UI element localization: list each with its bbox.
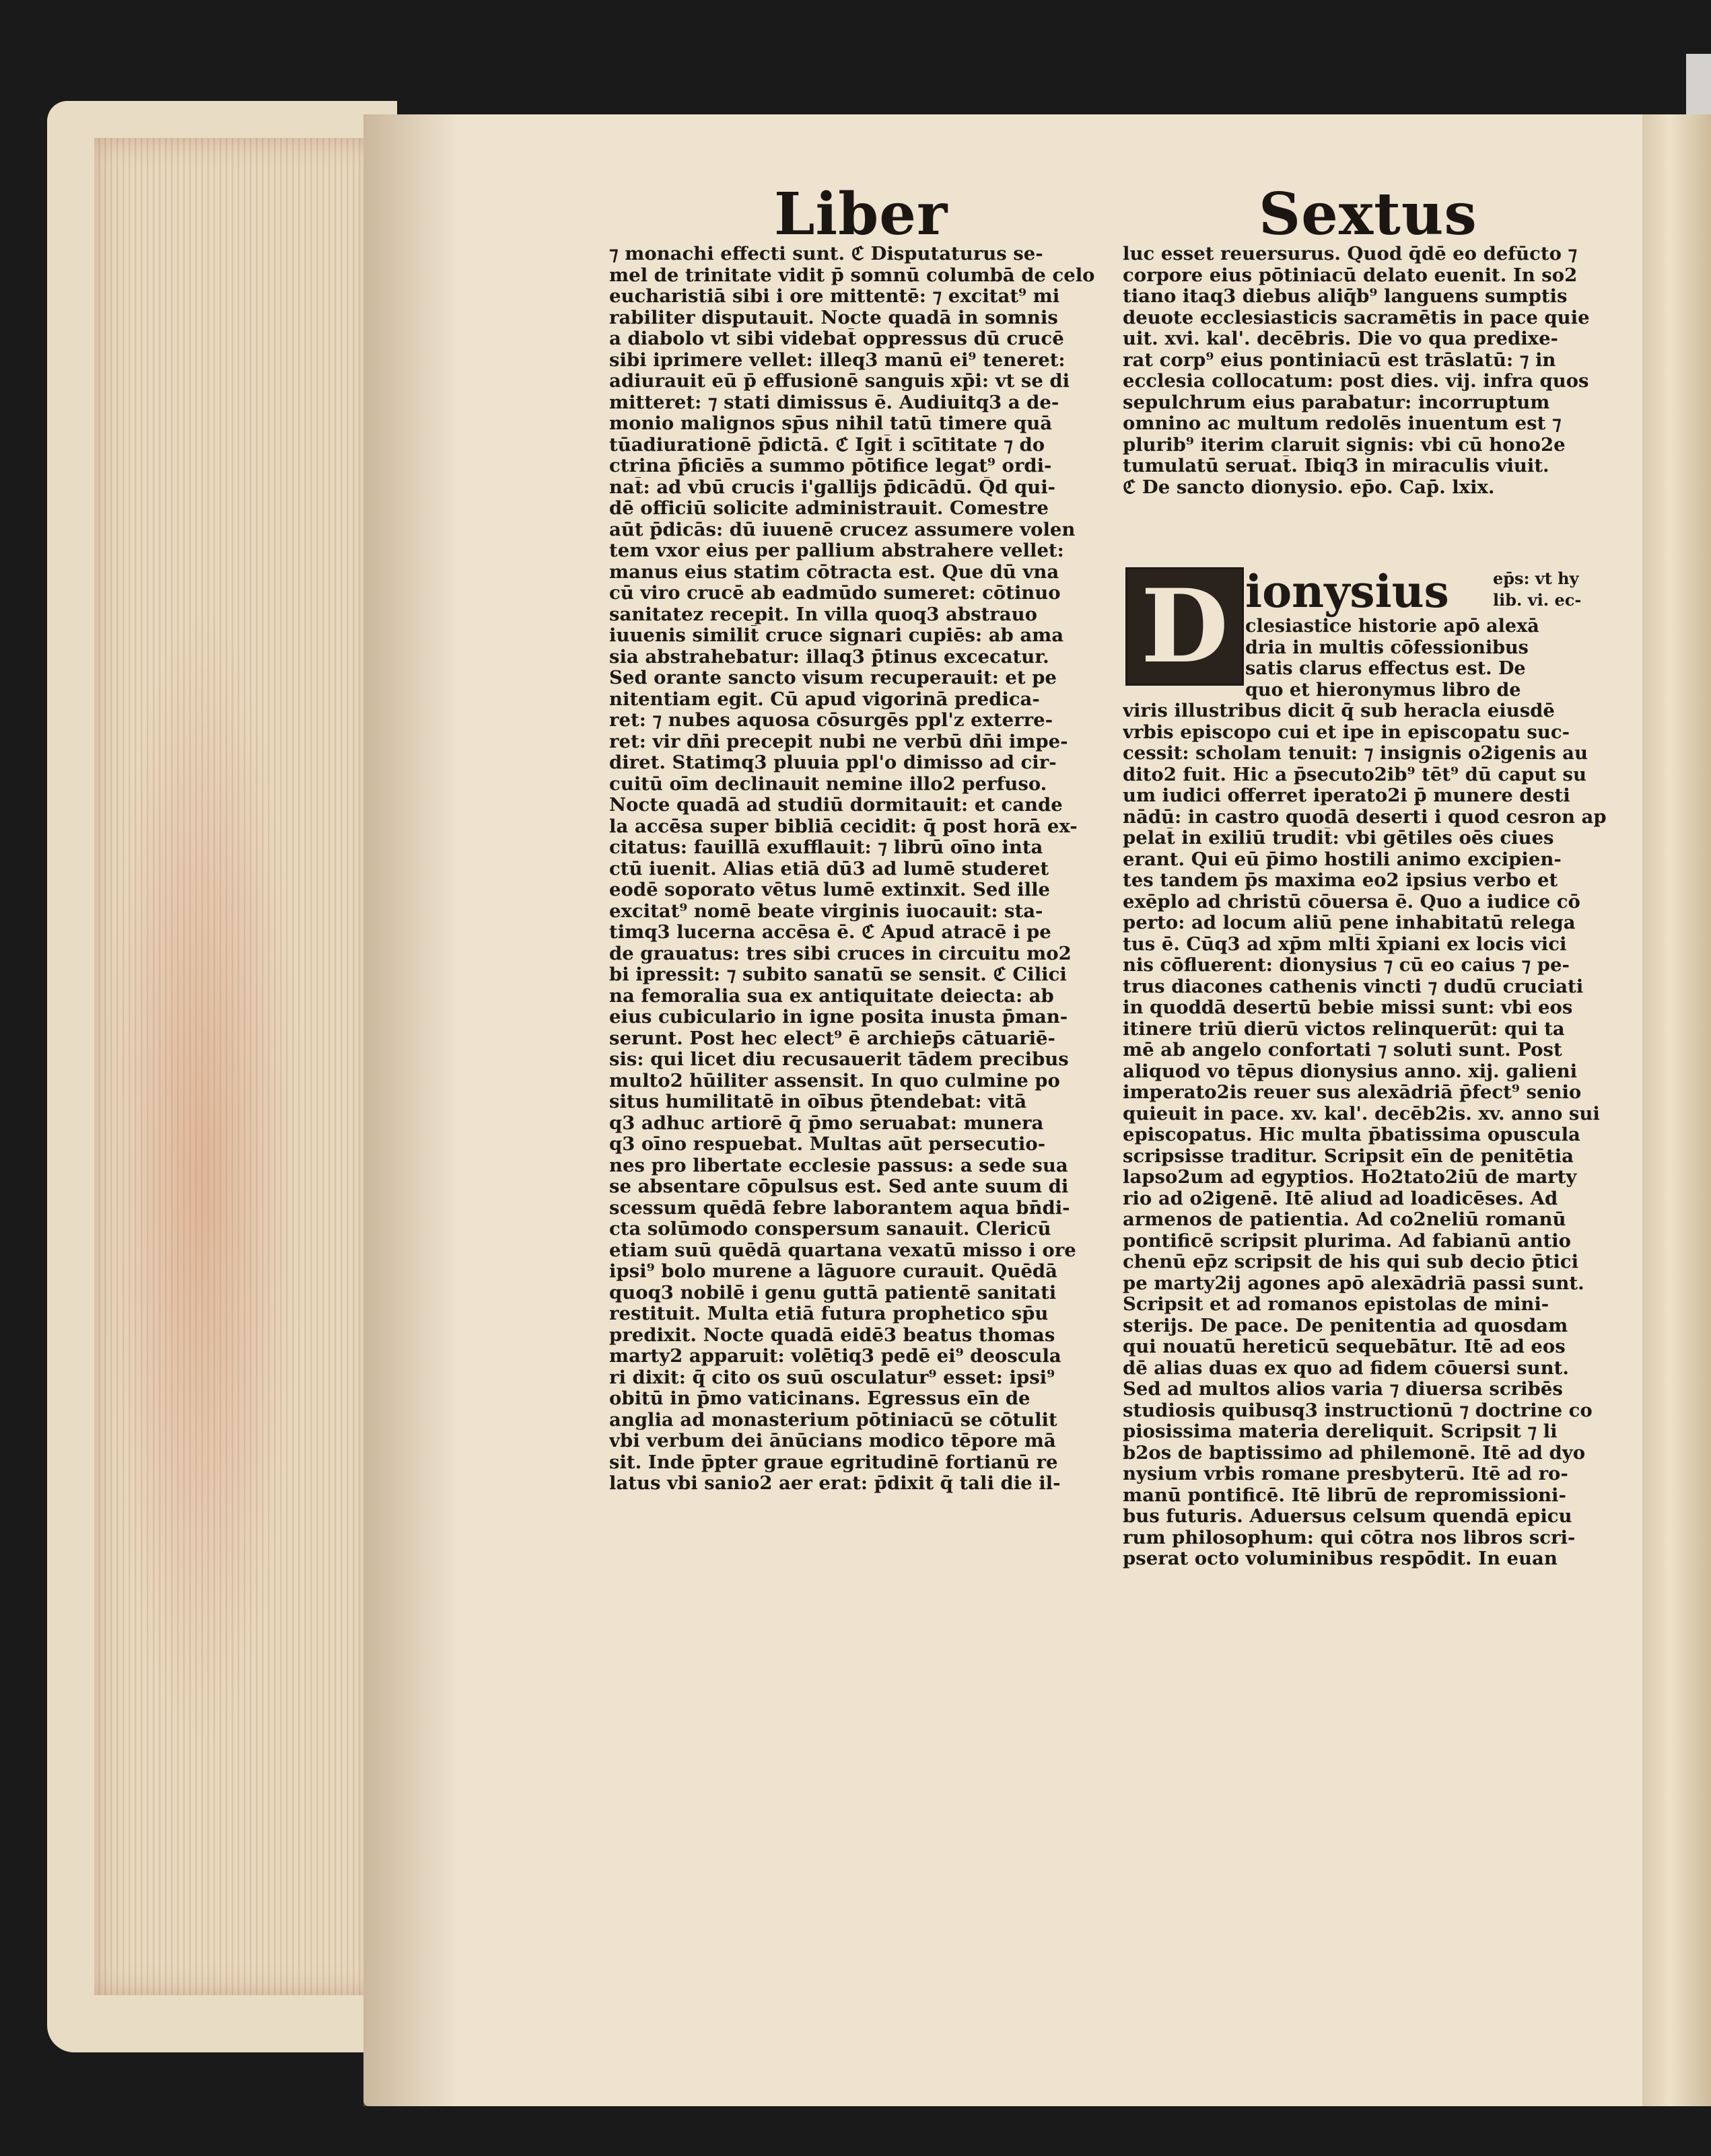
text-line: nitentiam egit. Cū apud vigorinā predica- [609, 688, 1040, 710]
text-line: tumulatū seruat̄. Ibiq3 in miraculis viuit. [1123, 456, 1549, 476]
text-line: eodē soporato vētus lumē extinxit. Sed ille [609, 879, 1051, 900]
text-line: Scripsit et ad romanos epistolas de mini- [1123, 1294, 1549, 1315]
text-line: piosissima materia dereliquit. Scripsit ⁊ li [1123, 1421, 1558, 1442]
text-line: aliquod vo tēpus dionysius anno. xij. galieni [1123, 1061, 1578, 1082]
page-gutter-shadow [363, 114, 458, 2106]
text-line: manus eius statim cōtracta est. Que dū vna [609, 561, 1059, 583]
text-line: uit. xvi. kal'. decēbris. Die vo qua predixe- [1123, 328, 1558, 349]
running-head-right: Sextus [1259, 180, 1477, 248]
text-line: ri dixit: q̄ cito os suū osculatur⁹ esset: ipsi⁹ [609, 1367, 1055, 1388]
text-line: iuuenis similit̄ cruce signari cupiēs: ab ama [609, 625, 1064, 646]
text-line: sanitatez recepit. In villa quoq3 abstrauo [609, 604, 1037, 625]
text-line: b2os de baptissimo ad philemonē. Itē ad dyo [1123, 1442, 1586, 1464]
text-line: imperato2is reuer sus alexādriā p̄fect⁹ senio [1123, 1082, 1582, 1103]
text-line: scripsisse traditur. Scripsit eīn de penitētia [1123, 1145, 1574, 1167]
initial-letter: D [1140, 567, 1229, 686]
text-line: obitū in p̄mo vaticinans. Egressus eīn de [609, 1388, 1031, 1409]
facing-page-edge [1642, 114, 1711, 2106]
text-line: nis cōfluerent: dionysius ⁊ cū eo caius ⁊ pe- [1123, 955, 1570, 976]
text-line: eucharistiā sibi i ore mittentē: ⁊ excitat⁹ mi [609, 286, 1060, 307]
text-line: vrbis episcopo cui et ipe in episcopatu suc- [1123, 721, 1570, 743]
text-line: rabiliter disputauit. Nocte quadā in somnis [609, 307, 1058, 328]
text-line: dē officiū solicite administrauit. Comestre [609, 498, 1049, 519]
text-line: la accēsa super bibliā cecidit: q̄ post horā ex- [609, 816, 1078, 837]
text-line: qui nouatū hereticū sequebātur. Itē ad eos [1123, 1336, 1566, 1357]
text-line: rio ad o2igenē. Itē aliud ad loadicēses. Ad [1123, 1188, 1558, 1209]
initial-side-line: lib. vi. ec- [1493, 589, 1582, 610]
text-line: aūt p̄dicās: dū iuuenē crucez assumere volen [609, 519, 1076, 540]
text-line: rat corp⁹ eius pontiniacū est trāslatū: ⁊ in [1123, 349, 1556, 371]
text-line: tus ē. Cūq3 ad xp̄m mlt̄i x̄piani ex locis vici [1123, 933, 1567, 955]
text-line: mel de trinitate vidit p̄ somnū columbā de celo [609, 264, 1095, 286]
text-line: um iudici offerret iperato2i p̄ munere desti [1123, 785, 1570, 806]
text-line: nādū: in castro quodā deserti i quod cesron ap [1123, 806, 1607, 828]
text-line: restituit. Multa etiā futura prophetico sp̄u [609, 1303, 1049, 1324]
text-line: plurib⁹ iterim claruit signis: vbi cū hono2e [1123, 434, 1566, 456]
text-line: satis clarus effectus est. De [1245, 658, 1526, 679]
text-line: cessit: scholam tenuit: ⁊ insignis o2igenis au [1123, 743, 1588, 764]
text-line: situs humilitatē in oībus p̄tendebat: vitā [609, 1091, 1027, 1112]
text-line: Nocte quadā ad studiū dormitauit: et cande [609, 795, 1063, 816]
text-line: sterijs. De pace. De penitentia ad quosdam [1123, 1315, 1568, 1336]
text-line: ipsi⁹ bolo murene a lāguore curauit. Quēdā [609, 1261, 1057, 1282]
text-line: in quoddā desertū bebie missi sunt: vbi eos [1123, 997, 1573, 1018]
text-line: chenū ep̄z scripsit de his qui sub decio p̄tici [1123, 1252, 1579, 1272]
text-line: citatus: fauillā exufflauit: ⁊ librū oīno inta [609, 837, 1043, 858]
scan-corner-tag [1686, 54, 1711, 114]
left-text-column [609, 244, 1121, 1495]
right-text-column-bottom [1123, 700, 1621, 1570]
text-line: de grauatus: tres sibi cruces in circuitu mo2 [609, 943, 1072, 964]
text-line: eius cubiculario in igne posita inusta p̄man- [609, 1007, 1068, 1028]
text-line: sepulchrum eius parabatur: incorruptum [1123, 392, 1550, 413]
text-line: ctrina p̄ficiēs a summo pōtifice legat⁹ ordi- [609, 456, 1052, 476]
text-line: omnino ac multum redolēs inuentum est ⁊ [1123, 413, 1562, 434]
text-line: tes tandem p̄s maxima eo2 ipsius verbo et [1123, 870, 1558, 891]
text-line: erant. Qui eū p̄imo hostili animo excipien- [1123, 849, 1562, 870]
text-line: timq3 lucerna accēsa ē. ℭ Apud atracē i pe [609, 922, 1051, 943]
text-line: diret. Statimq3 pluuia ppl'o dimisso ad cir- [609, 752, 1057, 773]
text-line: etiam suū quēdā quartana vexatū misso i ore [609, 1239, 1076, 1261]
text-line: anglia ad monasterium pōtiniacū se cōtulit [609, 1409, 1057, 1431]
text-line: na femoralia sua ex antiquitate deiecta: ab [609, 985, 1054, 1007]
text-line: dria in multis cōfessionibus [1245, 637, 1529, 658]
initial-side-line: ep̄s: vt hy [1493, 569, 1579, 588]
text-line: scessum quēdā febre laborantem aqua bn̄di- [609, 1197, 1070, 1219]
text-line: ecclesia collocatum: post dies. vij. infra quos [1123, 371, 1589, 392]
text-line: tūadiurationē p̄dictā. ℭ Igit̄ i scītitate ⁊ do [609, 434, 1045, 456]
text-line: quo et hieronymus libro de [1245, 679, 1521, 700]
edge-stain [101, 606, 303, 1750]
text-line: luc esset reuersurus. Quod q̄dē eo defūcto ⁊ [1123, 244, 1578, 264]
text-line: cuitū oīm declinauit nemine illo2 perfuso. [609, 773, 1047, 795]
text-line: sis: qui licet diu recusauerit tādem precibus [609, 1049, 1069, 1070]
text-line: ctū iuenit. Alias etiā dū3 ad lumē studeret [609, 858, 1049, 879]
text-line: lapso2um ad egyptios. Ho2tato2iū de marty [1123, 1167, 1577, 1188]
text-line: Sed ad multos alios varia ⁊ diuersa scribēs [1123, 1379, 1563, 1400]
text-line: tem vxor eius per pallium abstrahere vellet: [609, 540, 1064, 561]
text-line: cū viro crucē ab eadmūdo sumeret: cōtinuo [609, 583, 1061, 604]
text-line: q3 oīno respuebat. Multas aūt persecutio- [609, 1134, 1046, 1155]
text-line: marty2 apparuit: volētiq3 pedē ei⁹ deoscula [609, 1346, 1061, 1367]
text-line: mitteret: ⁊ stati dimissus ē. Audiuitq3 a de- [609, 392, 1059, 413]
text-line: clesiastice historie apō alexā [1245, 616, 1539, 637]
text-line: sit. Inde p̄pter graue egritudinē fortianū re [609, 1451, 1058, 1473]
text-line: predixit. Nocte quadā eidē3 beatus thomas [609, 1324, 1055, 1346]
text-line: serunt. Post hec elect⁹ ē archiep̄s cātuariē- [609, 1028, 1055, 1049]
text-line: quieuit in pace. xv. kal'. decēb2is. xv. anno sui [1123, 1103, 1600, 1124]
text-line: sia abstrahebatur: illaq3 p̄tinus excecatur. [609, 646, 1049, 668]
text-line: episcopatus. Hic multa p̄batissima opuscula [1123, 1124, 1580, 1145]
text-line: pelat̄ in exiliū trudit̄: vbi gētiles oēs ciues [1123, 828, 1554, 849]
initial-side-text [1493, 569, 1581, 611]
text-line: studiosis quibusq3 instructionū ⁊ doctrine co [1123, 1400, 1593, 1421]
text-line: viris illustribus dicit q̄ sub heracla eiusdē [1123, 700, 1555, 721]
text-line: armenos de patientia. Ad co2neliū romanū [1123, 1209, 1566, 1230]
text-line: Sed orante sancto visum recuperauit: et pe [609, 668, 1057, 688]
text-line: trus diacones cathenis vincti ⁊ dudū cruciati [1123, 976, 1584, 997]
text-line: q3 adhuc artiorē q̄ p̄mo seruabat: munera [609, 1112, 1044, 1134]
text-line: itinere triū dierū victos relinquerūt: qui ta [1123, 1018, 1565, 1040]
text-line: excitat⁹ nomē beate virginis iuocauit: sta- [609, 900, 1043, 922]
text-line: multo2 hūiliter assensit. In quo culmine po [609, 1070, 1060, 1091]
text-line: ret: ⁊ nubes aquosa cōsurgēs ppl'z exterre- [609, 710, 1053, 731]
running-head-left: Liber [774, 180, 948, 248]
text-line: ⁊ monachi effecti sunt. ℭ Disputaturus se- [609, 244, 1043, 264]
text-line: manū pontificē. Itē librū de repromissioni- [1123, 1484, 1566, 1506]
text-line: pserat octo voluminibus respōdit. In euan [1123, 1548, 1558, 1569]
text-line: nat̄: ad vbū crucis i'gallijs p̄dicādū. Q̄d qui- [609, 476, 1056, 498]
text-line: dito2 fuit. Hic a p̄secuto2ib⁹ tēt⁹ dū caput su [1123, 764, 1586, 785]
text-line: monio malignos sp̄us nihil tatū timere quā [609, 413, 1053, 434]
right-text-column-top [1123, 244, 1621, 498]
initial-word: ionysius [1245, 565, 1449, 618]
text-line: pontificē scripsit plurima. Ad fabianū antio [1123, 1230, 1571, 1252]
text-line: se absentare cōpulsus est. Sed ante suum di [609, 1176, 1069, 1197]
text-line: vbi verbum dei ānūcians modico tēpore mā [609, 1431, 1056, 1451]
text-line: rum philosophum: qui cōtra nos libros scri- [1123, 1527, 1576, 1548]
text-line: corpore eius pōtiniacū delato euenit. In so2 [1123, 264, 1578, 286]
text-line: dē alias duas ex quo ad fidem cōuersi sunt. [1123, 1357, 1569, 1379]
text-line: nysium vrbis romane presbyterū. Itē ad ro- [1123, 1464, 1568, 1484]
text-line: nes pro libertate ecclesie passus: a sede sua [609, 1155, 1068, 1176]
text-line: pe marty2ij agones apō alexādriā passi sunt. [1123, 1272, 1584, 1294]
decorated-initial [1125, 567, 1244, 686]
text-line: ret: vir dn̄i precepit nubi ne verbū dn̄i impe- [609, 731, 1068, 752]
text-line: quoq3 nobilē i genu guttā patientē sanitati [609, 1282, 1057, 1303]
text-line: bus futuris. Aduersus celsum quendā epicu [1123, 1506, 1572, 1527]
text-line: deuote ecclesiasticis sacramētis in pace quie [1123, 307, 1590, 328]
text-line: perto: ad locum aliū pene inhabitatū relega [1123, 912, 1576, 933]
text-line: adiurauit eū p̄ effusionē sanguis xp̄i: vt se di [609, 371, 1070, 392]
text-line: cta solūmodo conspersum sanauit. Clericū [609, 1219, 1051, 1239]
text-line: mē ab angelo confortati ⁊ soluti sunt. Post [1123, 1040, 1562, 1061]
initial-adjacent-lines [1245, 616, 1539, 700]
text-line: bi ipressit: ⁊ subito sanatū se sensit. ℭ Cilici [609, 964, 1067, 985]
text-line: latus vbi sanio2 aer erat: p̄dixit q̄ tali die il- [609, 1473, 1061, 1494]
text-line: sibi iprimere vellet: illeq3 manū ei⁹ teneret: [609, 349, 1066, 371]
text-line: exēplo ad christū cōuersa ē. Quo a iudice cō [1123, 891, 1580, 912]
text-line: a diabolo vt sibi videbat̄ oppressus dū crucē [609, 328, 1064, 349]
text-line: tiano itaq3 diebus aliq̄b⁹ languens sumptis [1123, 286, 1568, 307]
text-line: ℭ De sancto dionysio. ep̄o. Cap̄. lxix. [1123, 476, 1495, 498]
